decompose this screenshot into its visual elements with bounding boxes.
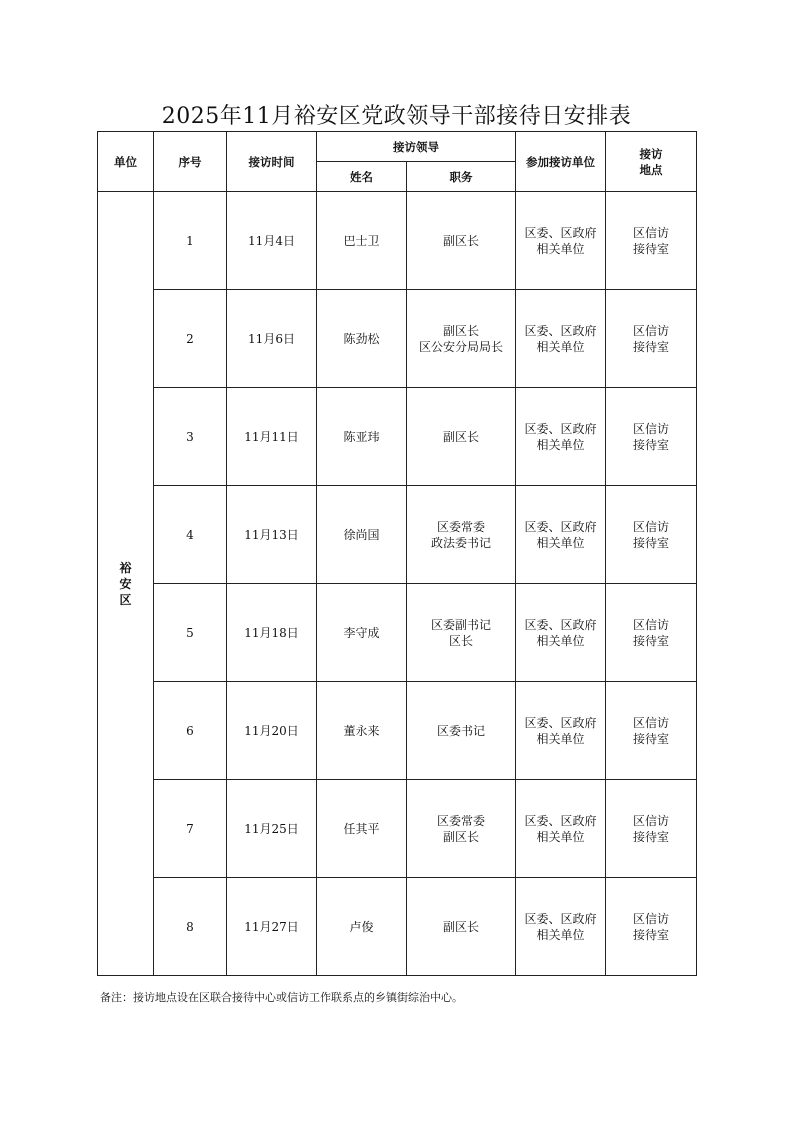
position-cell	[407, 388, 516, 486]
date-cell: 11月13日	[227, 486, 317, 584]
location-cell-line: 接待室	[632, 437, 669, 452]
table-row	[98, 584, 697, 682]
location-cell	[606, 192, 697, 290]
participants-cell-line: 区委、区政府	[524, 519, 597, 534]
header-row	[98, 132, 697, 162]
seq-cell: 6	[154, 682, 227, 780]
participants-cell-line: 相关单位	[536, 927, 585, 942]
position-cell-line: 政法委书记	[430, 535, 491, 550]
location-cell-line: 区信访	[632, 813, 669, 828]
position-cell-line: 副区长	[442, 233, 479, 248]
location-cell	[606, 486, 697, 584]
unit-char: 裕	[119, 560, 132, 575]
participants-cell	[516, 192, 606, 290]
schedule-body	[98, 192, 697, 976]
participants-cell-line: 区委、区政府	[524, 617, 597, 632]
date-cell: 11月27日	[227, 878, 317, 976]
name-cell: 李守成	[317, 584, 407, 682]
date-cell: 11月6日	[227, 290, 317, 388]
participants-cell	[516, 682, 606, 780]
location-cell-line: 接待室	[632, 339, 669, 354]
participants-cell-line: 相关单位	[536, 241, 585, 256]
location-cell	[606, 780, 697, 878]
name-cell: 任其平	[317, 780, 407, 878]
seq-cell: 8	[154, 878, 227, 976]
header-position: 职务	[407, 162, 516, 192]
table-row	[98, 878, 697, 976]
participants-cell-line: 相关单位	[536, 731, 585, 746]
table-row	[98, 388, 697, 486]
participants-cell-line: 相关单位	[536, 339, 585, 354]
position-cell	[407, 486, 516, 584]
position-cell-line: 区长	[448, 633, 473, 648]
participants-cell-line: 相关单位	[536, 633, 585, 648]
name-cell: 巴士卫	[317, 192, 407, 290]
position-cell-line: 副区长	[442, 829, 479, 844]
participants-cell-line: 相关单位	[536, 829, 585, 844]
location-cell-line: 接待室	[632, 731, 669, 746]
header-name: 姓名	[317, 162, 407, 192]
position-cell	[407, 878, 516, 976]
schedule-table	[97, 131, 697, 976]
position-cell-line: 区委常委	[436, 519, 485, 534]
seq-cell: 4	[154, 486, 227, 584]
location-cell-line: 区信访	[632, 715, 669, 730]
location-cell-line: 接待室	[632, 829, 669, 844]
location-cell	[606, 388, 697, 486]
position-cell	[407, 780, 516, 878]
seq-cell: 3	[154, 388, 227, 486]
participants-cell	[516, 584, 606, 682]
location-cell	[606, 878, 697, 976]
table-row	[98, 192, 697, 290]
location-cell-line: 区信访	[632, 911, 669, 926]
unit-char: 安	[119, 576, 132, 591]
participants-cell-line: 相关单位	[536, 535, 585, 550]
location-cell-line: 接待室	[632, 633, 669, 648]
header-time: 接访时间	[227, 132, 317, 192]
participants-cell	[516, 878, 606, 976]
header-seq: 序号	[154, 132, 227, 192]
participants-cell-line: 区委、区政府	[524, 813, 597, 828]
position-cell	[407, 192, 516, 290]
location-cell-line: 接待室	[632, 535, 669, 550]
location-cell	[606, 682, 697, 780]
footnote: 备注：接访地点设在区联合接待中心或信访工作联系点的乡镇街综治中心。	[100, 991, 463, 1004]
header-participants: 参加接访单位	[516, 132, 606, 192]
position-cell-line: 副区长	[442, 429, 479, 444]
name-cell: 卢俊	[317, 878, 407, 976]
date-cell: 11月25日	[227, 780, 317, 878]
position-cell-line: 副区长	[442, 323, 479, 338]
location-cell	[606, 584, 697, 682]
participants-cell-line: 区委、区政府	[524, 225, 597, 240]
position-cell	[407, 290, 516, 388]
date-cell: 11月18日	[227, 584, 317, 682]
position-cell	[407, 584, 516, 682]
participants-cell-line: 区委、区政府	[524, 421, 597, 436]
location-cell-line: 区信访	[632, 323, 669, 338]
header-location	[606, 132, 697, 192]
participants-cell-line: 区委、区政府	[524, 715, 597, 730]
name-cell: 陈劲松	[317, 290, 407, 388]
name-cell: 陈亚玮	[317, 388, 407, 486]
unit-cell	[98, 192, 154, 976]
location-cell-line: 区信访	[632, 421, 669, 436]
participants-cell	[516, 780, 606, 878]
position-cell-line: 副区长	[442, 919, 479, 934]
table-row	[98, 290, 697, 388]
header-unit: 单位	[98, 132, 154, 192]
participants-cell-line: 区委、区政府	[524, 911, 597, 926]
table-row	[98, 780, 697, 878]
header-location-line2: 地点	[639, 162, 663, 177]
position-cell-line: 区委书记	[436, 723, 485, 738]
seq-cell: 5	[154, 584, 227, 682]
position-cell-line: 区委常委	[436, 813, 485, 828]
table-row	[98, 486, 697, 584]
seq-cell: 1	[154, 192, 227, 290]
location-cell-line: 接待室	[632, 927, 669, 942]
participants-cell-line: 相关单位	[536, 437, 585, 452]
position-cell-line: 区公安分局局长	[418, 339, 503, 354]
location-cell-line: 区信访	[632, 519, 669, 534]
seq-cell: 2	[154, 290, 227, 388]
page-title: 2025年11月裕安区党政领导干部接待日安排表	[161, 104, 632, 129]
date-cell: 11月4日	[227, 192, 317, 290]
seq-cell: 7	[154, 780, 227, 878]
name-cell: 董永来	[317, 682, 407, 780]
location-cell-line: 区信访	[632, 225, 669, 240]
header-location-line1: 接访	[639, 146, 663, 161]
position-cell	[407, 682, 516, 780]
participants-cell	[516, 388, 606, 486]
header-leader-group: 接访领导	[317, 132, 516, 162]
date-cell: 11月11日	[227, 388, 317, 486]
participants-cell	[516, 290, 606, 388]
participants-cell	[516, 486, 606, 584]
location-cell-line: 接待室	[632, 241, 669, 256]
date-cell: 11月20日	[227, 682, 317, 780]
position-cell-line: 区委副书记	[430, 617, 491, 632]
location-cell-line: 区信访	[632, 617, 669, 632]
location-cell	[606, 290, 697, 388]
table-row	[98, 682, 697, 780]
participants-cell-line: 区委、区政府	[524, 323, 597, 338]
unit-char: 区	[119, 592, 132, 607]
name-cell: 徐尚国	[317, 486, 407, 584]
